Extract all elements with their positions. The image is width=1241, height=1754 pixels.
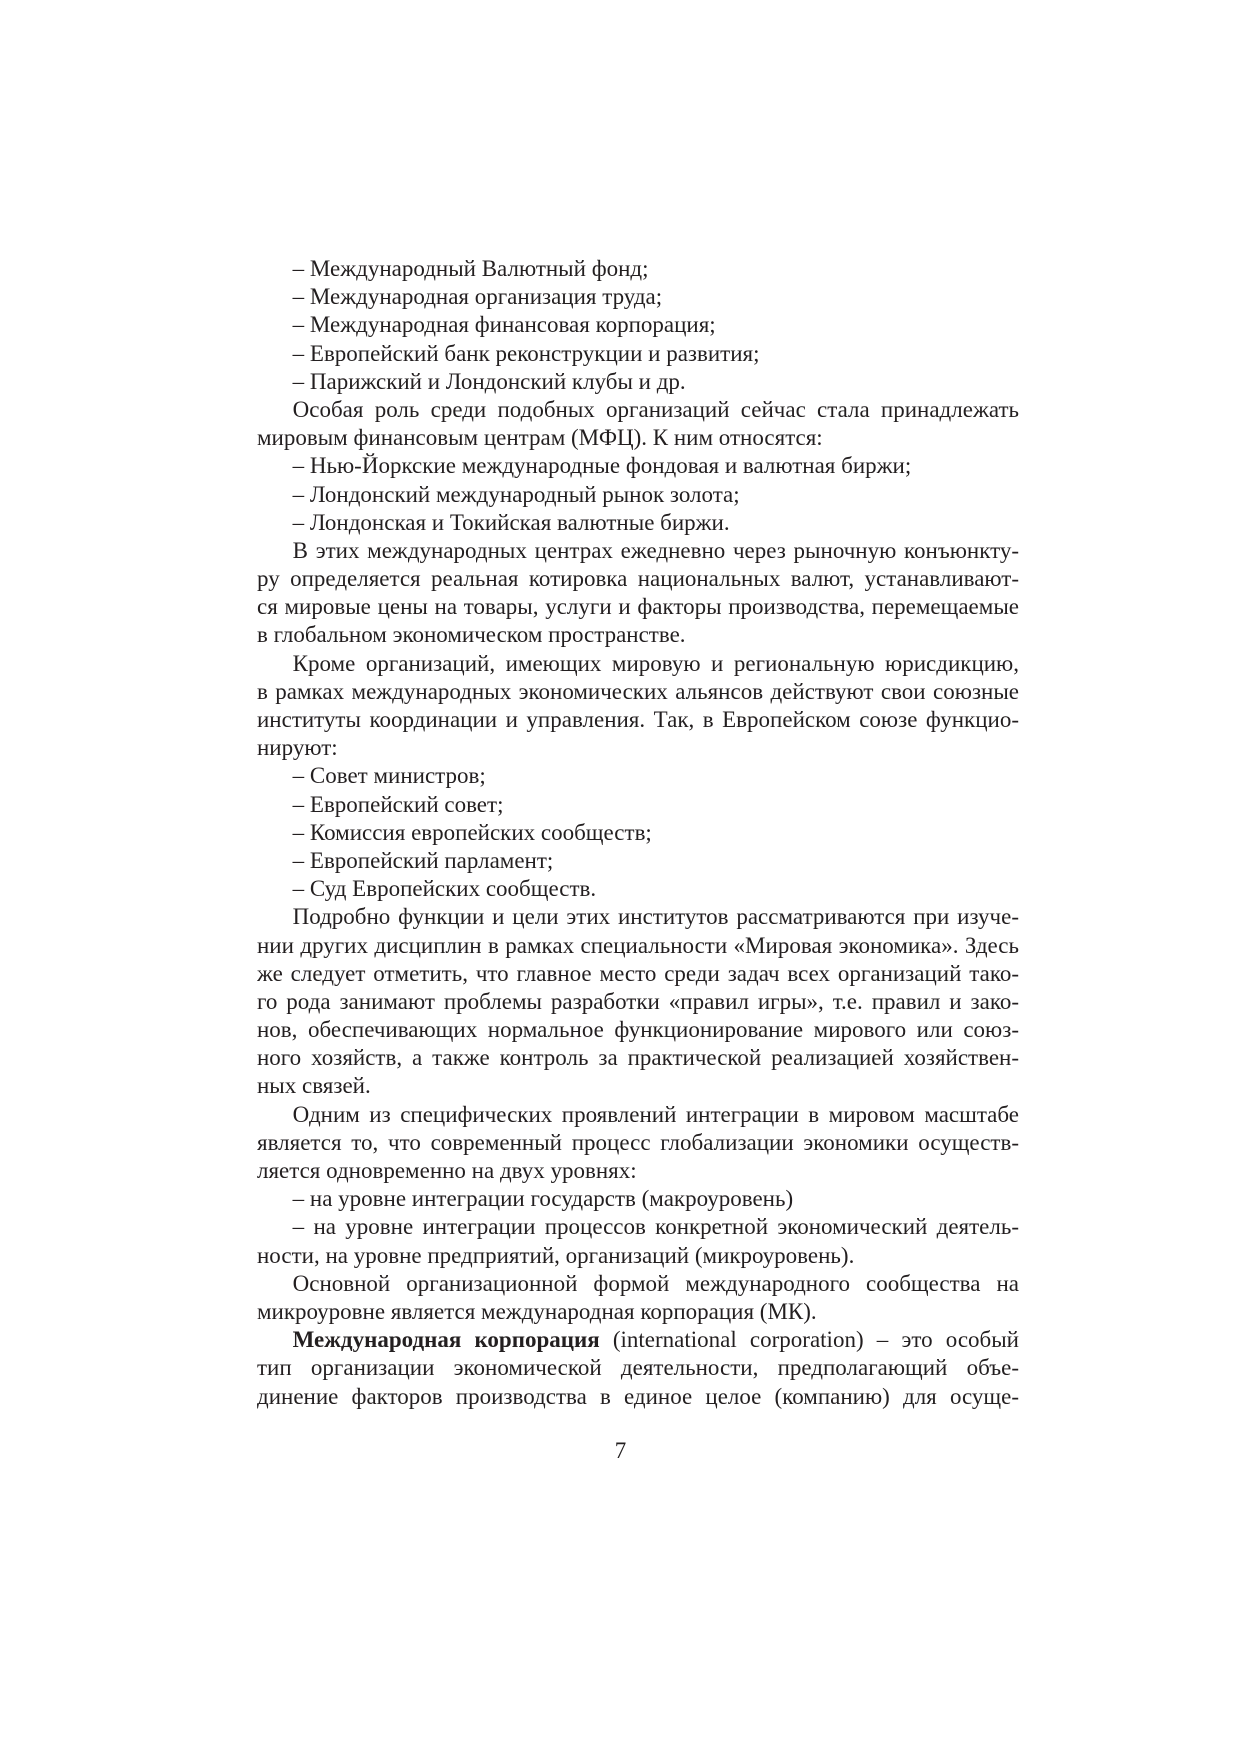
text-line-content: в рамках международных экономических альянсов действуют свои союзные — [257, 678, 1019, 704]
text-line — [257, 791, 1019, 819]
text-line-content: институты координации и управления. Так, в Европейском союзе функцио- — [257, 707, 1019, 732]
text-line-content: Одним из специфических проявлений интеграции в мировом масштабе — [292, 1101, 1019, 1127]
text-line-content: – Лондонский международный рынок золота; — [292, 481, 740, 507]
text-line — [257, 847, 1019, 875]
text-line — [257, 1016, 1019, 1044]
text-line — [257, 650, 1019, 678]
text-line — [257, 903, 1019, 931]
text-line-content: – Парижский и Лондонский клубы и др. — [292, 368, 686, 394]
text-line-content: Подробно функции и цели этих институтов рассматриваются при изуче- — [292, 904, 1019, 930]
text-line — [257, 1383, 1019, 1411]
text-line-content: Основной организационной формой международного сообщества на — [292, 1270, 1019, 1296]
text-line-content: го рода занимают проблемы разработки «правил игры», т.е. правил и зако- — [257, 988, 1019, 1014]
text-line — [257, 283, 1019, 311]
text-line-content: – Лондонская и Токийская валютные биржи. — [292, 509, 730, 535]
text-line-content: – Европейский совет; — [292, 791, 504, 817]
text-line — [257, 340, 1019, 368]
text-line — [257, 1101, 1019, 1129]
text-line — [257, 424, 1019, 452]
text-line — [257, 734, 1019, 762]
text-line-content: – Международная финансовая корпорация; — [292, 312, 716, 338]
text-line-content: ного хозяйств, а также контроль за практической реализацией хозяйствен- — [257, 1045, 1019, 1071]
text-line — [257, 452, 1019, 480]
text-line-content: мировым финансовым центрам (МФЦ). К ним относятся: — [257, 425, 823, 451]
text-line-content: ру определяется реальная котировка национальных валют, устанавливают- — [257, 566, 1019, 592]
text-line-content: нии других дисциплин в рамках специальности «Мировая экономика». Здесь — [257, 932, 1019, 958]
text-line — [257, 396, 1019, 424]
text-line — [257, 988, 1019, 1016]
text-line — [257, 1072, 1019, 1100]
text-line — [257, 1242, 1019, 1270]
text-line — [257, 255, 1019, 283]
text-line — [257, 368, 1019, 396]
text-line — [257, 875, 1019, 903]
text-line — [257, 481, 1019, 509]
text-line — [257, 1185, 1019, 1213]
text-line-content: – Нью-Йоркские международные фондовая и валютная биржи; — [292, 453, 912, 479]
text-line-content: Кроме организаций, имеющих мировую и региональную юрисдикцию, — [292, 650, 1019, 676]
text-line-content: является то, что современный процесс глобализации экономики осуществ- — [257, 1129, 1019, 1155]
text-line — [257, 762, 1019, 790]
text-line-content: – Комиссия европейских сообществ; — [292, 819, 652, 845]
text-line-content: нов, обеспечивающих нормальное функционирование мирового или союз- — [257, 1017, 1019, 1043]
text-line — [257, 706, 1019, 734]
text-line-content: – Суд Европейских сообществ. — [292, 876, 597, 902]
text-line-content: – Международный Валютный фонд; — [292, 256, 649, 281]
text-line — [257, 593, 1019, 621]
term-bold: Международная корпорация — [292, 1327, 600, 1353]
text-line-content: ся мировые цены на товары, услуги и факторы производства, перемещаемые — [257, 594, 1019, 620]
text-line — [257, 311, 1019, 339]
text-line — [257, 1270, 1019, 1298]
text-line — [257, 509, 1019, 537]
text-line-content: – Международная организация труда; — [292, 284, 663, 310]
body-text — [257, 255, 1019, 1411]
text-line — [257, 565, 1019, 593]
text-line-content: в глобальном экономическом пространстве. — [257, 622, 686, 648]
text-line — [257, 1157, 1019, 1185]
text-line-content: Особая роль среди подобных организаций сейчас стала принадлежать — [292, 396, 1019, 422]
text-line — [257, 819, 1019, 847]
text-line-content: тип организации экономической деятельности, предполагающий объе- — [257, 1355, 1019, 1381]
text-line — [257, 1129, 1019, 1157]
text-line — [257, 1044, 1019, 1072]
text-line — [257, 678, 1019, 706]
text-line-content: микроуровне является международная корпорация (МК). — [257, 1298, 817, 1324]
text-line-content: – на уровне интеграции процессов конкретной экономический деятель- — [292, 1214, 1019, 1240]
text-line-content: динение факторов производства в единое целое (компанию) для осуще- — [257, 1383, 1019, 1409]
text-line — [257, 1213, 1019, 1241]
text-line — [257, 1298, 1019, 1326]
page-number: 7 — [614, 1438, 627, 1463]
text-line-content: нируют: — [257, 735, 338, 761]
text-line — [257, 1354, 1019, 1382]
text-line-content: ных связей. — [257, 1073, 371, 1099]
text-line-content: – на уровне интеграции государств (макроуровень) — [292, 1186, 794, 1212]
text-line — [257, 1326, 1019, 1354]
text-line-content: – Совет министров; — [292, 763, 486, 789]
text-line-content: В этих международных центрах ежедневно через рыночную конъюнкту- — [292, 537, 1019, 563]
text-line — [257, 621, 1019, 649]
text-line — [257, 932, 1019, 960]
text-line-content: (international corporation) – это особый — [599, 1327, 1019, 1353]
text-line — [257, 537, 1019, 565]
text-line — [257, 960, 1019, 988]
text-line-content: же следует отметить, что главное место среди задач всех организаций тако- — [257, 960, 1019, 986]
text-line-content: ности, на уровне предприятий, организаций (микроуровень). — [257, 1242, 855, 1268]
text-line-content: – Европейский парламент; — [292, 847, 554, 873]
text-line-content: ляется одновременно на двух уровнях: — [257, 1158, 637, 1183]
text-line-content: – Европейский банк реконструкции и развития; — [292, 340, 760, 366]
